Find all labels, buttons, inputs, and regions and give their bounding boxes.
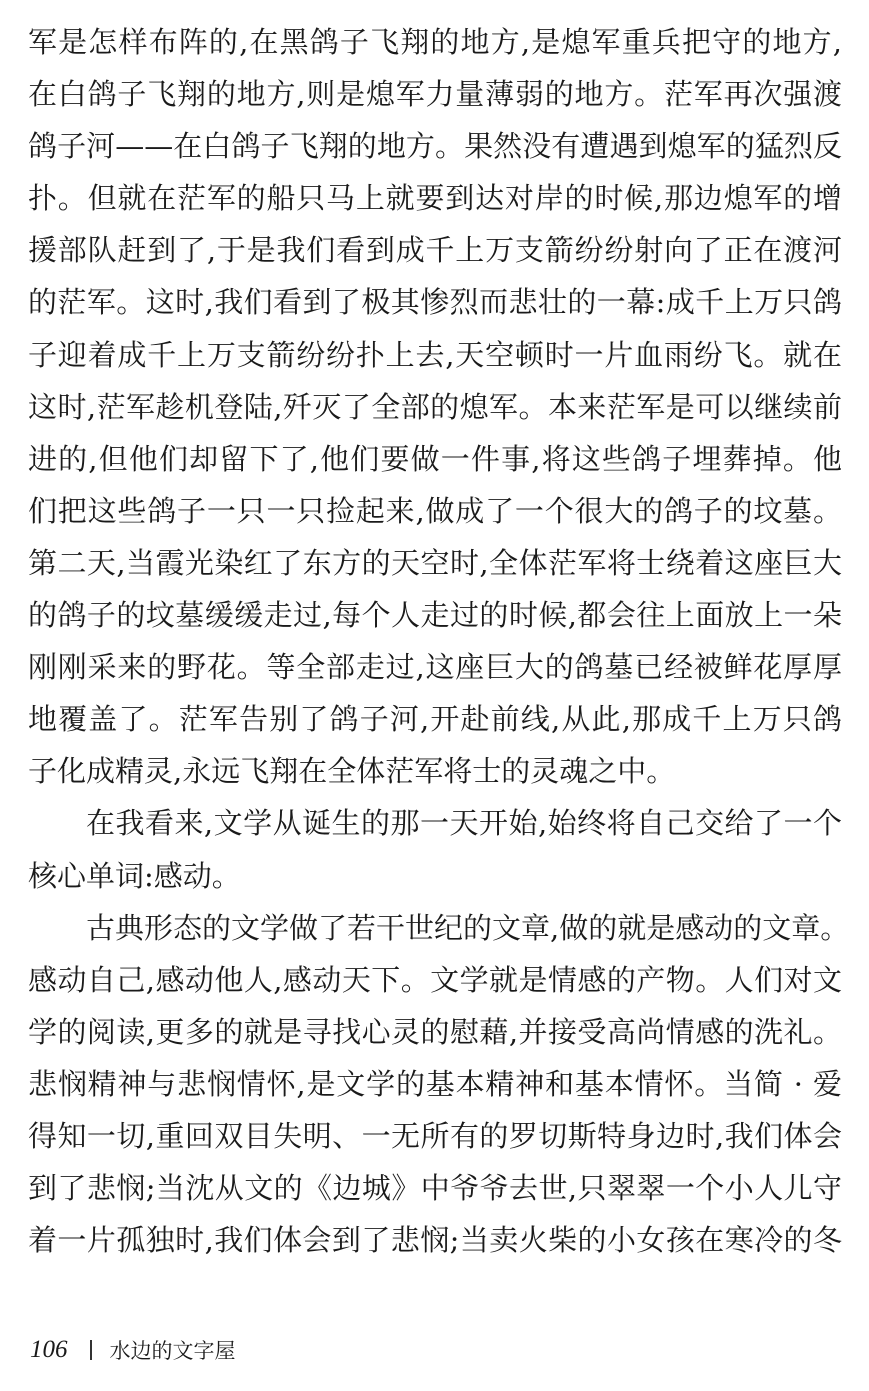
page-footer [30,1333,236,1367]
text-line: 核心单词:感动。 [28,858,241,893]
text-line: 子化成精灵,永远飞翔在全体茫军将士的灵魂之中。 [28,754,676,789]
text-line: 鸽子河——在白鸽子飞翔的地方。果然没有遭遇到熄军的猛烈反 [28,129,842,164]
running-title: 水边的文字屋 [109,1339,236,1363]
body-text [28,16,850,1266]
footer-separator [90,1340,92,1360]
text-line: 悲悯精神与悲悯情怀,是文学的基本精神和基本情怀。当简 · 爱 [28,1066,842,1101]
text-line: 在我看来,文学从诞生的那一天开始,始终将自己交给了一个 [86,806,842,841]
text-line: 地覆盖了。茫军告别了鸽子河,开赴前线,从此,那成千上万只鸽 [28,702,842,737]
text-line: 学的阅读,更多的就是寻找心灵的慰藉,并接受高尚情感的洗礼。 [28,1014,842,1049]
text-line: 古典形态的文学做了若干世纪的文章,做的就是感动的文章。 [86,910,850,945]
text-line: 进的,但他们却留下了,他们要做一件事,将这些鸽子埋葬掉。他 [28,441,842,476]
text-line: 第二天,当霞光染红了东方的天空时,全体茫军将士绕着这座巨大 [28,545,842,580]
text-line: 得知一切,重回双目失明、一无所有的罗切斯特身边时,我们体会 [28,1118,842,1153]
text-line: 的鸽子的坟墓缓缓走过,每个人走过的时候,都会往上面放上一朵 [28,598,842,633]
text-line: 的茫军。这时,我们看到了极其惨烈而悲壮的一幕:成千上万只鸽 [28,285,842,320]
text-line: 子迎着成千上万支箭纷纷扑上去,天空顿时一片血雨纷飞。就在 [28,337,842,372]
text-line: 扑。但就在茫军的船只马上就要到达对岸的时候,那边熄军的增 [28,181,842,216]
text-line: 们把这些鸽子一只一只捡起来,做成了一个很大的鸽子的坟墓。 [28,493,842,528]
page-number: 106 [30,1336,68,1363]
text-line: 刚刚采来的野花。等全部走过,这座巨大的鸽墓已经被鲜花厚厚 [28,650,842,685]
text-line: 在白鸽子飞翔的地方,则是熄军力量薄弱的地方。茫军再次强渡 [28,77,842,112]
text-line: 军是怎样布阵的,在黑鸽子飞翔的地方,是熄军重兵把守的地方, [28,25,842,59]
text-line: 到了悲悯;当沈从文的《边城》中爷爷去世,只翠翠一个小人儿守 [28,1171,842,1206]
text-line: 援部队赶到了,于是我们看到成千上万支箭纷纷射向了正在渡河 [28,233,842,268]
text-line: 感动自己,感动他人,感动天下。文学就是情感的产物。人们对文 [28,962,842,997]
text-line: 着一片孤独时,我们体会到了悲悯;当卖火柴的小女孩在寒冷的冬 [28,1223,842,1258]
text-line: 这时,茫军趁机登陆,歼灭了全部的熄军。本来茫军是可以继续前 [28,389,842,424]
